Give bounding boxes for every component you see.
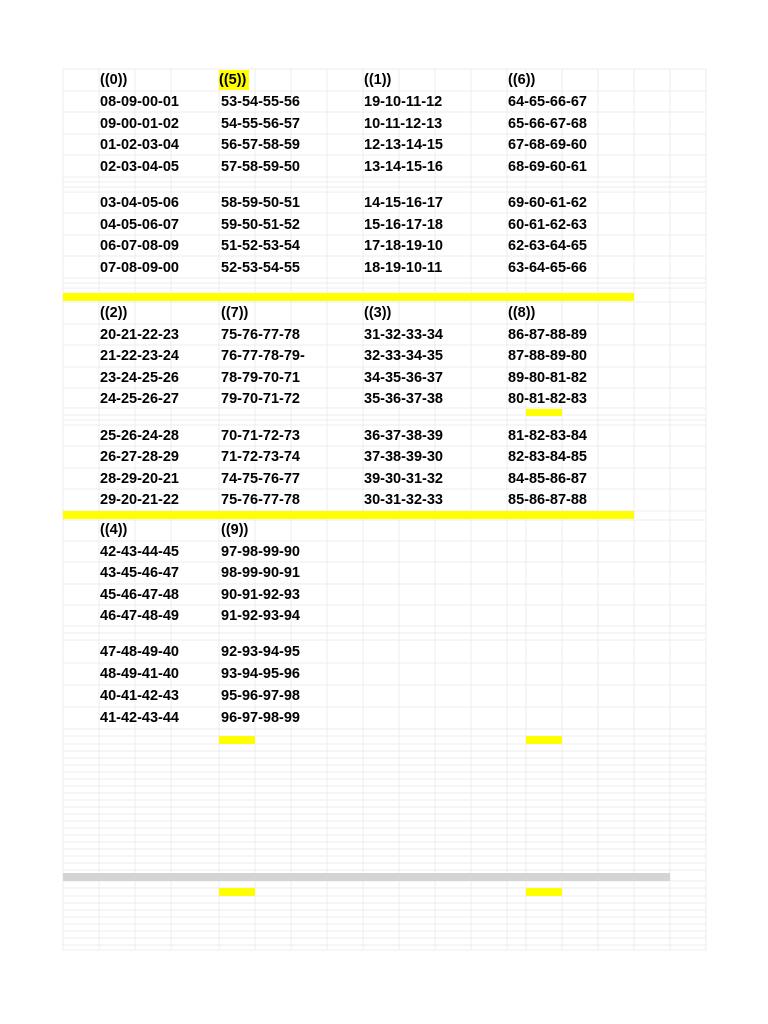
table-cell: 53-54-55-56 <box>221 94 300 110</box>
table-cell: 68-69-60-61 <box>508 159 587 175</box>
table-cell: 47-48-49-40 <box>100 644 179 660</box>
table-cell: 62-63-64-65 <box>508 238 587 254</box>
table-cell: 52-53-54-55 <box>221 260 300 276</box>
column-header: ((5)) <box>219 70 249 90</box>
table-cell: 42-43-44-45 <box>100 544 179 560</box>
table-cell: 41-42-43-44 <box>100 710 179 726</box>
table-cell: 02-03-04-05 <box>100 159 179 175</box>
table-cell: 09-00-01-02 <box>100 116 179 132</box>
table-cell: 12-13-14-15 <box>364 137 443 153</box>
table-cell: 67-68-69-60 <box>508 137 587 153</box>
table-cell: 48-49-41-40 <box>100 666 179 682</box>
table-cell: 18-19-10-11 <box>364 260 443 276</box>
yellow-separator-bar-2 <box>63 511 634 519</box>
table-cell: 75-76-77-78 <box>221 492 300 508</box>
table-cell: 17-18-19-10 <box>364 238 443 254</box>
table-cell: 91-92-93-94 <box>221 608 300 624</box>
table-cell: 19-10-11-12 <box>364 94 443 110</box>
table-cell: 34-35-36-37 <box>364 370 443 386</box>
table-cell: 75-76-77-78 <box>221 327 300 343</box>
yellow-cell-fill <box>526 888 562 896</box>
column-header: ((4)) <box>100 522 128 538</box>
table-cell: 32-33-34-35 <box>364 348 443 364</box>
table-cell: 86-87-88-89 <box>508 327 587 343</box>
table-cell: 37-38-39-30 <box>364 449 443 465</box>
yellow-cell-fill <box>219 888 255 896</box>
table-cell: 23-24-25-26 <box>100 370 179 386</box>
table-cell: 51-52-53-54 <box>221 238 300 254</box>
column-header: ((0)) <box>100 72 128 88</box>
table-cell: 64-65-66-67 <box>508 94 587 110</box>
yellow-cell-fill <box>526 409 562 416</box>
table-cell: 79-70-71-72 <box>221 391 300 407</box>
table-cell: 03-04-05-06 <box>100 195 179 211</box>
column-header: ((7)) <box>221 305 249 321</box>
table-cell: 84-85-86-87 <box>508 471 587 487</box>
table-cell: 63-64-65-66 <box>508 260 587 276</box>
table-cell: 46-47-48-49 <box>100 608 179 624</box>
table-cell: 29-20-21-22 <box>100 492 179 508</box>
table-cell: 13-14-15-16 <box>364 159 443 175</box>
table-cell: 01-02-03-04 <box>100 137 179 153</box>
table-cell: 57-58-59-50 <box>221 159 300 175</box>
table-cell: 71-72-73-74 <box>221 449 300 465</box>
table-cell: 92-93-94-95 <box>221 644 300 660</box>
table-cell: 10-11-12-13 <box>364 116 443 132</box>
table-cell: 26-27-28-29 <box>100 449 179 465</box>
table-cell: 28-29-20-21 <box>100 471 179 487</box>
table-cell: 96-97-98-99 <box>221 710 300 726</box>
column-header: ((1)) <box>364 72 392 88</box>
table-cell: 58-59-50-51 <box>221 195 300 211</box>
table-cell: 08-09-00-01 <box>100 94 179 110</box>
table-cell: 81-82-83-84 <box>508 428 587 444</box>
table-cell: 20-21-22-23 <box>100 327 179 343</box>
table-cell: 07-08-09-00 <box>100 260 179 276</box>
table-cell: 31-32-33-34 <box>364 327 443 343</box>
table-cell: 90-91-92-93 <box>221 587 300 603</box>
column-header: ((6)) <box>508 72 536 88</box>
table-cell: 36-37-38-39 <box>364 428 443 444</box>
table-cell: 74-75-76-77 <box>221 471 300 487</box>
table-cell: 06-07-08-09 <box>100 238 179 254</box>
table-cell: 35-36-37-38 <box>364 391 443 407</box>
column-header: ((3)) <box>364 305 392 321</box>
table-cell: 65-66-67-68 <box>508 116 587 132</box>
table-cell: 95-96-97-98 <box>221 688 300 704</box>
column-header: ((2)) <box>100 305 128 321</box>
table-cell: 59-50-51-52 <box>221 217 300 233</box>
yellow-separator-bar-1 <box>63 293 634 301</box>
table-cell: 60-61-62-63 <box>508 217 587 233</box>
table-cell: 43-45-46-47 <box>100 565 179 581</box>
table-cell: 87-88-89-80 <box>508 348 587 364</box>
table-cell: 78-79-70-71 <box>221 370 300 386</box>
table-cell: 82-83-84-85 <box>508 449 587 465</box>
table-cell: 69-60-61-62 <box>508 195 587 211</box>
table-cell: 76-77-78-79- <box>221 348 305 364</box>
table-cell: 70-71-72-73 <box>221 428 300 444</box>
table-cell: 21-22-23-24 <box>100 348 179 364</box>
yellow-cell-fill <box>219 736 255 744</box>
table-cell: 89-80-81-82 <box>508 370 587 386</box>
table-cell: 98-99-90-91 <box>221 565 300 581</box>
column-header: ((8)) <box>508 305 536 321</box>
table-cell: 14-15-16-17 <box>364 195 443 211</box>
table-cell: 97-98-99-90 <box>221 544 300 560</box>
table-cell: 30-31-32-33 <box>364 492 443 508</box>
table-cell: 80-81-82-83 <box>508 391 587 407</box>
table-cell: 24-25-26-27 <box>100 391 179 407</box>
table-cell: 25-26-24-28 <box>100 428 179 444</box>
table-cell: 54-55-56-57 <box>221 116 300 132</box>
table-cell: 15-16-17-18 <box>364 217 443 233</box>
table-cell: 56-57-58-59 <box>221 137 300 153</box>
column-header: ((9)) <box>221 522 249 538</box>
table-cell: 39-30-31-32 <box>364 471 443 487</box>
gray-separator-bar <box>63 873 670 881</box>
table-cell: 04-05-06-07 <box>100 217 179 233</box>
table-cell: 40-41-42-43 <box>100 688 179 704</box>
table-cell: 45-46-47-48 <box>100 587 179 603</box>
table-cell: 85-86-87-88 <box>508 492 587 508</box>
yellow-cell-fill <box>526 736 562 744</box>
table-cell: 93-94-95-96 <box>221 666 300 682</box>
